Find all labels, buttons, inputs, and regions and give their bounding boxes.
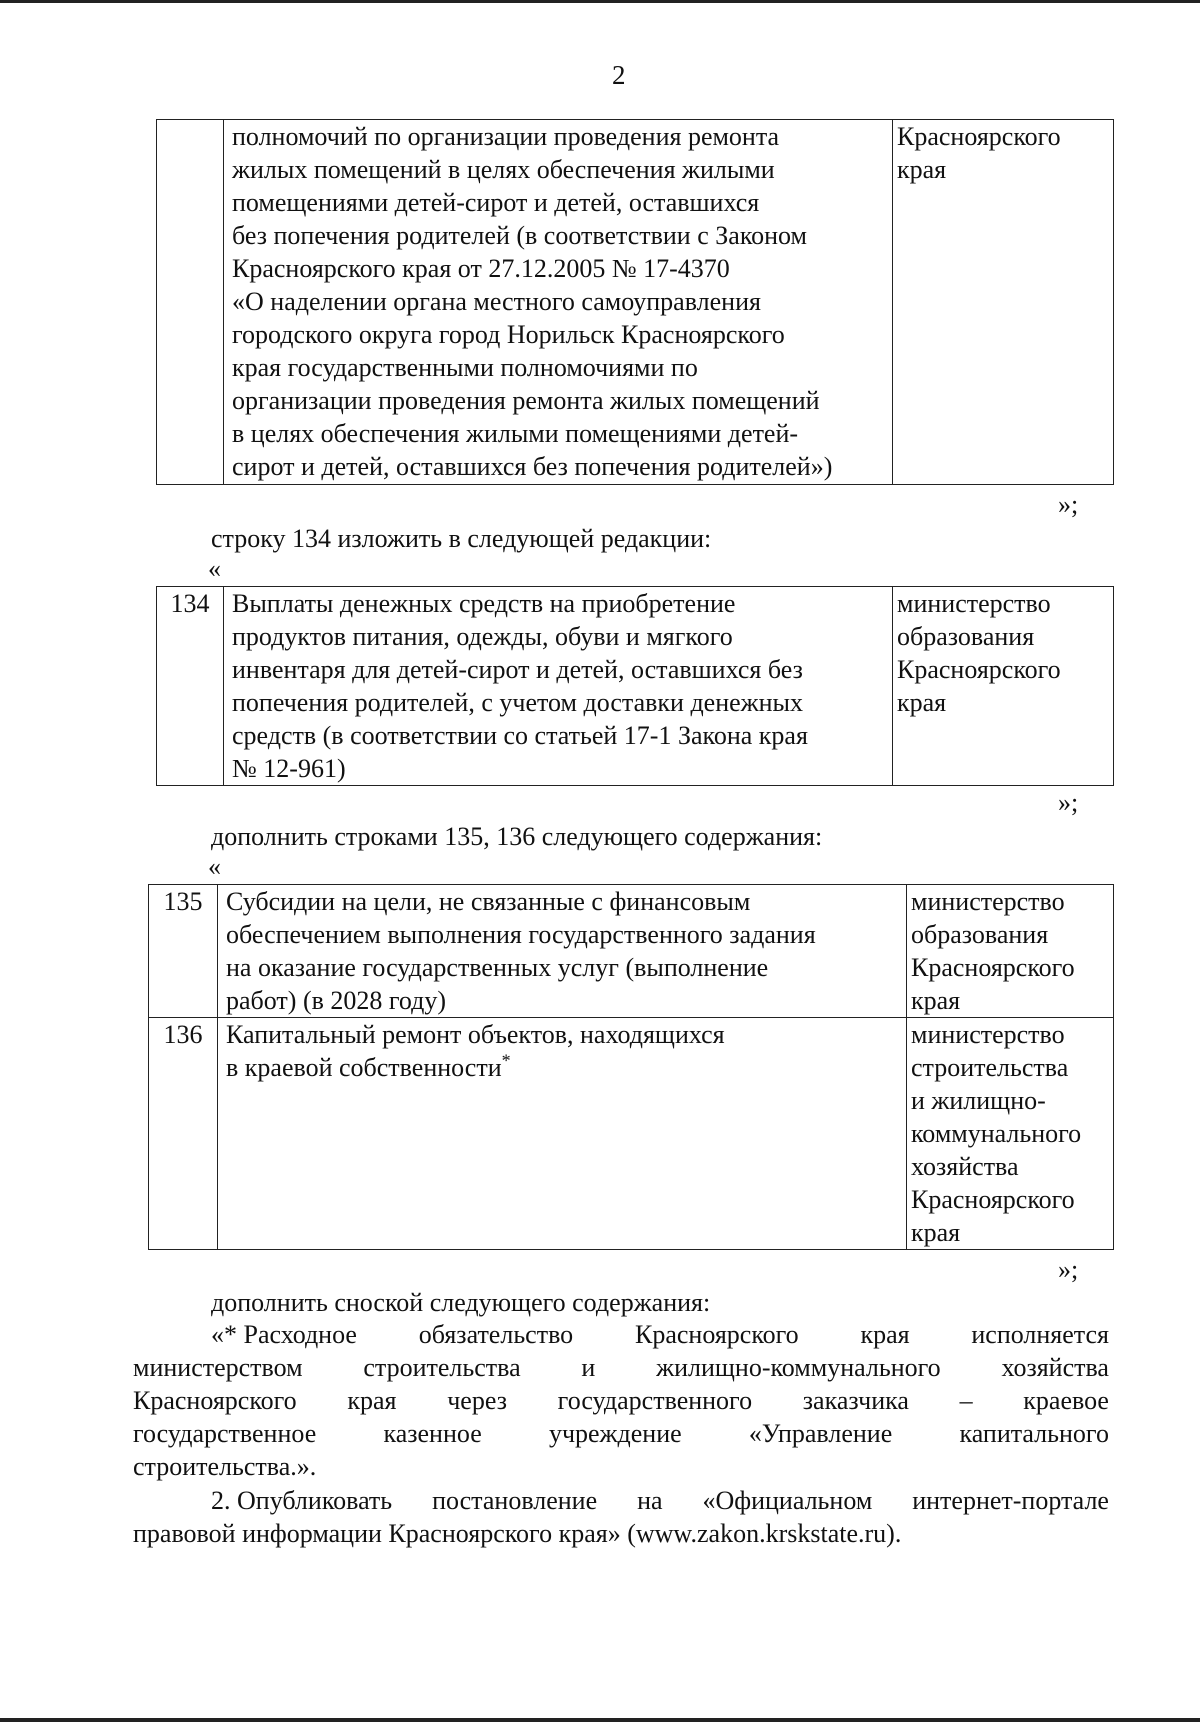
authority-lines [897,587,1113,719]
word: «Управление [748,1419,893,1448]
description-line: организации проведения ремонта жилых помещений [232,386,820,415]
table-row [149,1018,1114,1250]
authority-line: края [911,1218,961,1247]
word: строительства [363,1353,521,1382]
word: Красноярского [634,1320,799,1349]
description-line: жилых помещений в целях обеспечения жилыми [232,155,775,184]
word: государственного [557,1386,753,1415]
description-line: в целях обеспечения жилыми помещениями детей- [232,419,799,448]
row-description-cell [224,587,893,786]
word: капитального [959,1419,1109,1448]
word: «* Расходное [211,1320,357,1349]
row-authority-cell [893,120,1114,485]
authority-line: коммунального [911,1119,1082,1148]
description-line: полномочий по организации проведения ремонта [232,122,780,151]
description-lines [226,1018,906,1084]
word: министерством [133,1353,303,1382]
description-line: сирот и детей, оставшихся без попечения родителей») [232,452,833,481]
footnote-line [133,1384,1109,1417]
footnote-instruction: дополнить сноской следующего содержания: [211,1288,711,1317]
description-line: № 12-961) [232,754,346,783]
authority-line: Красноярского [897,122,1061,151]
footnote-line [133,1351,1109,1384]
row-number-cell [157,120,224,485]
word: заказчика [802,1386,909,1415]
description-line: продуктов питания, одежды, обуви и мягкого [232,622,733,651]
authority-line: и жилищно- [911,1086,1046,1115]
description-line: в краевой собственности* [226,1050,511,1082]
word: учреждение [548,1419,682,1448]
authority-line: края [897,688,947,717]
row-description-cell [218,1018,907,1250]
authority-lines [911,1018,1113,1249]
word: краевое [1023,1386,1109,1415]
word: казенное [383,1419,482,1448]
description-line: попечения родителей, с учетом доставки денежных [232,688,804,717]
table-rows-135-136 [148,884,1114,1250]
row-description-cell [224,120,893,485]
description-lines [232,120,892,483]
top-edge-line [0,0,1200,3]
table-row [157,587,1114,786]
row-number-cell: 135 [149,885,218,1018]
authority-line: образования [911,920,1049,949]
table-row-134 [156,586,1114,786]
description-line: Субсидии на цели, не связанные с финансовым [226,887,751,916]
footnote-line [211,1318,1109,1351]
instruction-rows-135-136: дополнить строками 135, 136 следующего содержания: [211,822,823,851]
word: интернет-портале [912,1486,1109,1515]
description-lines [232,587,892,785]
authority-lines [911,885,1113,1017]
authority-line: министерство [911,887,1065,916]
authority-lines [897,120,1113,186]
row-number-cell: 136 [149,1018,218,1250]
description-line: городского округа город Норильск Красноярского [232,320,785,349]
authority-line: хозяйства [911,1152,1019,1181]
word: – [959,1386,973,1415]
table-continuation [156,119,1114,485]
word: постановление [432,1486,598,1515]
authority-line: края [897,155,947,184]
row-number-cell: 134 [157,587,224,786]
description-line: без попечения родителей (в соответствии с Законом [232,221,807,250]
item-2-second-line: правовой информации Красноярского края» (www.zakon.krskstate.ru). [133,1519,902,1548]
description-line: инвентаря для детей-сирот и детей, оставшихся без [232,655,803,684]
description-line: на оказание государственных услуг (выполнение [226,953,769,982]
word: края [860,1320,910,1349]
closing-quote: »; [1058,788,1079,817]
authority-line: образования [897,622,1035,651]
item-2-first-line [211,1484,1109,1517]
bottom-edge-line [0,1718,1200,1722]
row-authority-cell [907,885,1114,1018]
description-line: помещениями детей-сирот и детей, оставшихся [232,188,760,217]
authority-line: края [911,986,961,1015]
table-row [149,885,1114,1018]
description-line: работ) (в 2028 году) [226,986,447,1015]
word: через [447,1386,507,1415]
description-lines [226,885,906,1017]
word: на [637,1486,663,1515]
opening-quote: « [208,554,221,583]
description-line: Выплаты денежных средств на приобретение [232,589,736,618]
row-authority-cell [907,1018,1114,1250]
authority-line: Красноярского [897,655,1061,684]
footnote-mark: * [501,1050,511,1071]
page-number: 2 [612,60,626,90]
table-row [157,120,1114,485]
description-line: «О наделении органа местного самоуправления [232,287,761,316]
authority-line: министерство [897,589,1051,618]
authority-line: строительства [911,1053,1069,1082]
description-line: средств (в соответствии со статьей 17-1 Закона края [232,721,808,750]
description-line: Красноярского края от 27.12.2005 № 17-4370 [232,254,730,283]
word: Красноярского [133,1386,297,1415]
closing-quote: »; [1058,1255,1079,1284]
word: обязательство [418,1320,574,1349]
word: 2. Опубликовать [211,1486,393,1515]
word: и [581,1353,596,1382]
closing-quote: »; [1058,490,1079,519]
row-authority-cell [893,587,1114,786]
description-line: обеспечением выполнения государственного задания [226,920,816,949]
footnote-last-line: строительства.». [133,1452,317,1481]
word: жилищно-коммунального [656,1353,941,1382]
opening-quote: « [208,852,221,881]
word: «Официальном [702,1486,873,1515]
footnote-line [133,1417,1109,1450]
word: исполняется [971,1320,1109,1349]
authority-line: Красноярского [911,953,1075,982]
description-line: Капитальный ремонт объектов, находящихся [226,1020,725,1049]
row-description-cell [218,885,907,1018]
description-line: края государственными полномочиями по [232,353,698,382]
authority-line: министерство [911,1020,1065,1049]
word: государственное [133,1419,317,1448]
authority-line: Красноярского [911,1185,1075,1214]
word: края [347,1386,397,1415]
word: хозяйства [1001,1353,1109,1382]
instruction-row-134: строку 134 изложить в следующей редакции: [211,524,712,553]
